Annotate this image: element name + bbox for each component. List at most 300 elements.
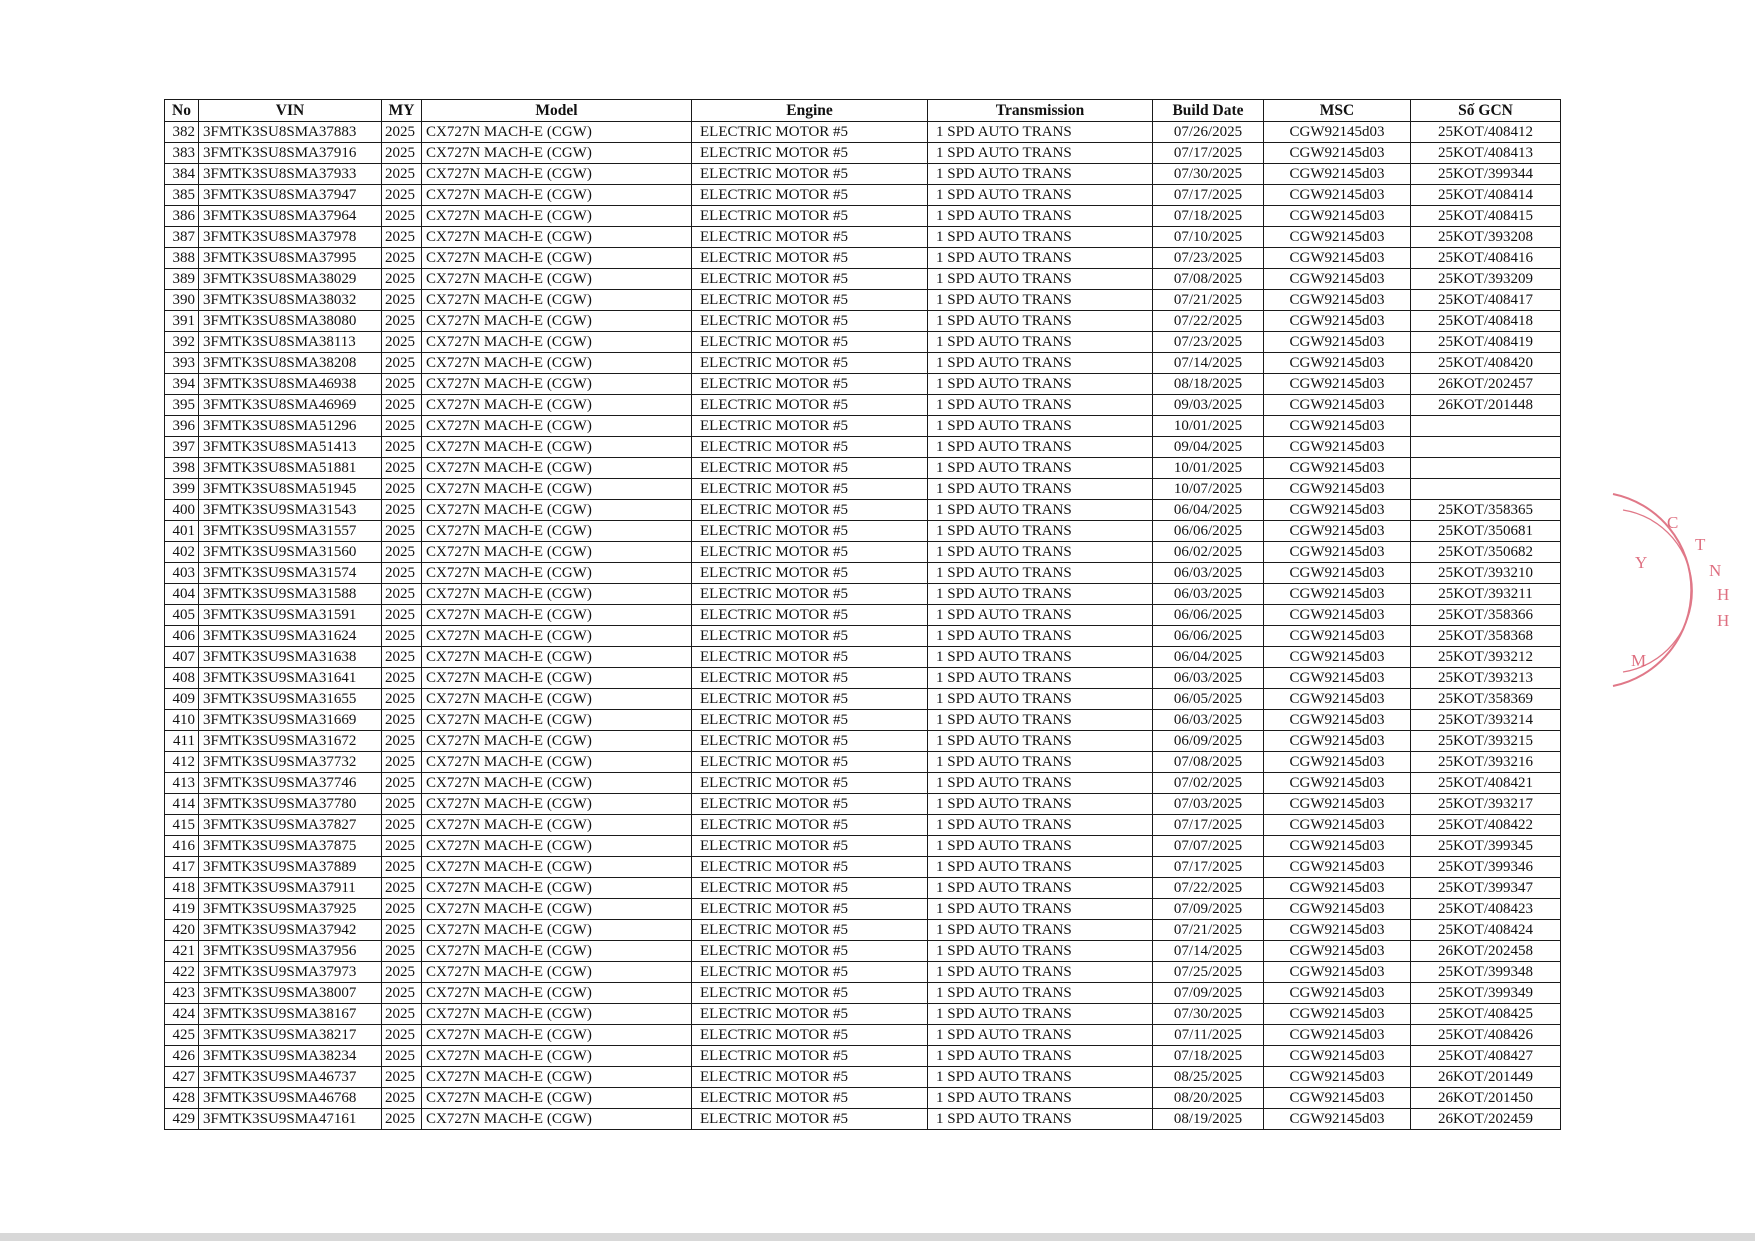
cell-msc: CGW92145d03 xyxy=(1264,1004,1411,1025)
cell-transmission: 1 SPD AUTO TRANS xyxy=(928,374,1153,395)
cell-msc: CGW92145d03 xyxy=(1264,500,1411,521)
cell-no: 401 xyxy=(165,521,199,542)
cell-msc: CGW92145d03 xyxy=(1264,458,1411,479)
header-so-gcn: Số GCN xyxy=(1411,100,1561,122)
cell-msc: CGW92145d03 xyxy=(1264,983,1411,1004)
cell-my: 2025 xyxy=(382,374,422,395)
cell-msc: CGW92145d03 xyxy=(1264,416,1411,437)
cell-model: CX727N MACH-E (CGW) xyxy=(422,647,692,668)
cell-no: 420 xyxy=(165,920,199,941)
cell-build-date: 06/05/2025 xyxy=(1153,689,1264,710)
cell-build-date: 07/22/2025 xyxy=(1153,878,1264,899)
cell-model: CX727N MACH-E (CGW) xyxy=(422,269,692,290)
table-row xyxy=(165,899,1561,920)
cell-so-gcn: 25KOT/408420 xyxy=(1411,353,1561,374)
table-row xyxy=(165,479,1561,500)
cell-no: 387 xyxy=(165,227,199,248)
cell-build-date: 07/30/2025 xyxy=(1153,164,1264,185)
header-model: Model xyxy=(422,100,692,122)
cell-engine: ELECTRIC MOTOR #5 xyxy=(692,122,928,143)
cell-msc: CGW92145d03 xyxy=(1264,815,1411,836)
cell-engine: ELECTRIC MOTOR #5 xyxy=(692,1088,928,1109)
cell-model: CX727N MACH-E (CGW) xyxy=(422,1109,692,1130)
cell-transmission: 1 SPD AUTO TRANS xyxy=(928,479,1153,500)
cell-model: CX727N MACH-E (CGW) xyxy=(422,584,692,605)
cell-vin: 3FMTK3SU8SMA51296 xyxy=(199,416,382,437)
cell-engine: ELECTRIC MOTOR #5 xyxy=(692,311,928,332)
cell-transmission: 1 SPD AUTO TRANS xyxy=(928,122,1153,143)
cell-my: 2025 xyxy=(382,878,422,899)
cell-model: CX727N MACH-E (CGW) xyxy=(422,563,692,584)
cell-transmission: 1 SPD AUTO TRANS xyxy=(928,542,1153,563)
cell-vin: 3FMTK3SU9SMA37827 xyxy=(199,815,382,836)
cell-so-gcn xyxy=(1411,416,1561,437)
cell-so-gcn: 25KOT/393217 xyxy=(1411,794,1561,815)
cell-vin: 3FMTK3SU8SMA38080 xyxy=(199,311,382,332)
cell-transmission: 1 SPD AUTO TRANS xyxy=(928,164,1153,185)
cell-model: CX727N MACH-E (CGW) xyxy=(422,395,692,416)
cell-engine: ELECTRIC MOTOR #5 xyxy=(692,353,928,374)
cell-my: 2025 xyxy=(382,290,422,311)
cell-build-date: 06/03/2025 xyxy=(1153,668,1264,689)
cell-my: 2025 xyxy=(382,479,422,500)
cell-vin: 3FMTK3SU8SMA37883 xyxy=(199,122,382,143)
seal-stamp-icon xyxy=(1605,488,1755,698)
cell-my: 2025 xyxy=(382,521,422,542)
cell-vin: 3FMTK3SU9SMA31655 xyxy=(199,689,382,710)
cell-my: 2025 xyxy=(382,458,422,479)
cell-engine: ELECTRIC MOTOR #5 xyxy=(692,605,928,626)
cell-build-date: 06/03/2025 xyxy=(1153,563,1264,584)
cell-vin: 3FMTK3SU9SMA37889 xyxy=(199,857,382,878)
cell-model: CX727N MACH-E (CGW) xyxy=(422,227,692,248)
cell-build-date: 06/04/2025 xyxy=(1153,500,1264,521)
cell-so-gcn: 25KOT/399349 xyxy=(1411,983,1561,1004)
cell-transmission: 1 SPD AUTO TRANS xyxy=(928,1067,1153,1088)
cell-no: 403 xyxy=(165,563,199,584)
vehicle-list-table xyxy=(164,99,1561,1130)
cell-no: 388 xyxy=(165,248,199,269)
cell-so-gcn: 26KOT/201450 xyxy=(1411,1088,1561,1109)
cell-engine: ELECTRIC MOTOR #5 xyxy=(692,710,928,731)
cell-so-gcn: 25KOT/399345 xyxy=(1411,836,1561,857)
cell-msc: CGW92145d03 xyxy=(1264,227,1411,248)
cell-no: 400 xyxy=(165,500,199,521)
cell-build-date: 08/25/2025 xyxy=(1153,1067,1264,1088)
cell-msc: CGW92145d03 xyxy=(1264,311,1411,332)
cell-msc: CGW92145d03 xyxy=(1264,1067,1411,1088)
cell-model: CX727N MACH-E (CGW) xyxy=(422,920,692,941)
cell-so-gcn: 25KOT/408418 xyxy=(1411,311,1561,332)
header-build-date: Build Date xyxy=(1153,100,1264,122)
cell-build-date: 07/23/2025 xyxy=(1153,332,1264,353)
cell-msc: CGW92145d03 xyxy=(1264,164,1411,185)
cell-so-gcn: 25KOT/408424 xyxy=(1411,920,1561,941)
cell-my: 2025 xyxy=(382,668,422,689)
cell-engine: ELECTRIC MOTOR #5 xyxy=(692,500,928,521)
table-row xyxy=(165,248,1561,269)
cell-model: CX727N MACH-E (CGW) xyxy=(422,815,692,836)
cell-build-date: 08/18/2025 xyxy=(1153,374,1264,395)
header-row xyxy=(165,100,1561,122)
cell-build-date: 07/09/2025 xyxy=(1153,899,1264,920)
cell-vin: 3FMTK3SU9SMA31574 xyxy=(199,563,382,584)
cell-build-date: 06/09/2025 xyxy=(1153,731,1264,752)
cell-no: 404 xyxy=(165,584,199,605)
cell-my: 2025 xyxy=(382,248,422,269)
cell-transmission: 1 SPD AUTO TRANS xyxy=(928,605,1153,626)
cell-msc: CGW92145d03 xyxy=(1264,752,1411,773)
cell-msc: CGW92145d03 xyxy=(1264,920,1411,941)
cell-no: 413 xyxy=(165,773,199,794)
cell-vin: 3FMTK3SU9SMA31641 xyxy=(199,668,382,689)
cell-msc: CGW92145d03 xyxy=(1264,836,1411,857)
cell-engine: ELECTRIC MOTOR #5 xyxy=(692,731,928,752)
cell-transmission: 1 SPD AUTO TRANS xyxy=(928,689,1153,710)
cell-so-gcn: 25KOT/399347 xyxy=(1411,878,1561,899)
cell-my: 2025 xyxy=(382,332,422,353)
cell-so-gcn: 25KOT/393210 xyxy=(1411,563,1561,584)
cell-engine: ELECTRIC MOTOR #5 xyxy=(692,542,928,563)
cell-no: 428 xyxy=(165,1088,199,1109)
cell-build-date: 07/18/2025 xyxy=(1153,206,1264,227)
cell-my: 2025 xyxy=(382,1088,422,1109)
cell-build-date: 07/30/2025 xyxy=(1153,1004,1264,1025)
cell-no: 412 xyxy=(165,752,199,773)
cell-transmission: 1 SPD AUTO TRANS xyxy=(928,668,1153,689)
table-row xyxy=(165,143,1561,164)
cell-model: CX727N MACH-E (CGW) xyxy=(422,1046,692,1067)
cell-engine: ELECTRIC MOTOR #5 xyxy=(692,1067,928,1088)
table-row xyxy=(165,836,1561,857)
cell-my: 2025 xyxy=(382,920,422,941)
table-row xyxy=(165,668,1561,689)
cell-transmission: 1 SPD AUTO TRANS xyxy=(928,185,1153,206)
table-row xyxy=(165,290,1561,311)
cell-so-gcn: 25KOT/393215 xyxy=(1411,731,1561,752)
cell-transmission: 1 SPD AUTO TRANS xyxy=(928,521,1153,542)
cell-vin: 3FMTK3SU9SMA46768 xyxy=(199,1088,382,1109)
cell-no: 396 xyxy=(165,416,199,437)
cell-no: 395 xyxy=(165,395,199,416)
cell-no: 407 xyxy=(165,647,199,668)
cell-transmission: 1 SPD AUTO TRANS xyxy=(928,437,1153,458)
cell-my: 2025 xyxy=(382,311,422,332)
cell-build-date: 07/21/2025 xyxy=(1153,290,1264,311)
cell-vin: 3FMTK3SU9SMA31672 xyxy=(199,731,382,752)
cell-my: 2025 xyxy=(382,1025,422,1046)
cell-transmission: 1 SPD AUTO TRANS xyxy=(928,857,1153,878)
cell-msc: CGW92145d03 xyxy=(1264,1088,1411,1109)
cell-no: 411 xyxy=(165,731,199,752)
cell-my: 2025 xyxy=(382,731,422,752)
cell-transmission: 1 SPD AUTO TRANS xyxy=(928,206,1153,227)
cell-model: CX727N MACH-E (CGW) xyxy=(422,983,692,1004)
cell-engine: ELECTRIC MOTOR #5 xyxy=(692,668,928,689)
cell-no: 399 xyxy=(165,479,199,500)
cell-engine: ELECTRIC MOTOR #5 xyxy=(692,584,928,605)
cell-transmission: 1 SPD AUTO TRANS xyxy=(928,332,1153,353)
table-row xyxy=(165,1088,1561,1109)
cell-so-gcn: 25KOT/408415 xyxy=(1411,206,1561,227)
cell-so-gcn: 26KOT/201448 xyxy=(1411,395,1561,416)
cell-transmission: 1 SPD AUTO TRANS xyxy=(928,731,1153,752)
cell-vin: 3FMTK3SU8SMA38029 xyxy=(199,269,382,290)
cell-build-date: 09/03/2025 xyxy=(1153,395,1264,416)
cell-vin: 3FMTK3SU9SMA37973 xyxy=(199,962,382,983)
cell-transmission: 1 SPD AUTO TRANS xyxy=(928,1025,1153,1046)
cell-build-date: 10/07/2025 xyxy=(1153,479,1264,500)
cell-model: CX727N MACH-E (CGW) xyxy=(422,773,692,794)
cell-no: 397 xyxy=(165,437,199,458)
cell-my: 2025 xyxy=(382,647,422,668)
table-row xyxy=(165,815,1561,836)
table-row xyxy=(165,122,1561,143)
cell-build-date: 07/17/2025 xyxy=(1153,143,1264,164)
cell-engine: ELECTRIC MOTOR #5 xyxy=(692,206,928,227)
table-row xyxy=(165,374,1561,395)
cell-msc: CGW92145d03 xyxy=(1264,143,1411,164)
cell-so-gcn: 25KOT/350682 xyxy=(1411,542,1561,563)
cell-vin: 3FMTK3SU9SMA31560 xyxy=(199,542,382,563)
cell-engine: ELECTRIC MOTOR #5 xyxy=(692,227,928,248)
cell-msc: CGW92145d03 xyxy=(1264,584,1411,605)
cell-transmission: 1 SPD AUTO TRANS xyxy=(928,563,1153,584)
cell-model: CX727N MACH-E (CGW) xyxy=(422,248,692,269)
cell-build-date: 06/06/2025 xyxy=(1153,605,1264,626)
cell-transmission: 1 SPD AUTO TRANS xyxy=(928,626,1153,647)
cell-model: CX727N MACH-E (CGW) xyxy=(422,143,692,164)
cell-so-gcn: 25KOT/408426 xyxy=(1411,1025,1561,1046)
table-row xyxy=(165,1025,1561,1046)
cell-build-date: 09/04/2025 xyxy=(1153,437,1264,458)
cell-model: CX727N MACH-E (CGW) xyxy=(422,794,692,815)
cell-engine: ELECTRIC MOTOR #5 xyxy=(692,374,928,395)
cell-vin: 3FMTK3SU8SMA38208 xyxy=(199,353,382,374)
table-body xyxy=(165,122,1561,1130)
table-row xyxy=(165,500,1561,521)
cell-msc: CGW92145d03 xyxy=(1264,521,1411,542)
table-row xyxy=(165,437,1561,458)
cell-so-gcn: 26KOT/202458 xyxy=(1411,941,1561,962)
cell-model: CX727N MACH-E (CGW) xyxy=(422,311,692,332)
cell-build-date: 07/18/2025 xyxy=(1153,1046,1264,1067)
cell-vin: 3FMTK3SU8SMA46969 xyxy=(199,395,382,416)
cell-my: 2025 xyxy=(382,416,422,437)
cell-msc: CGW92145d03 xyxy=(1264,626,1411,647)
cell-so-gcn: 25KOT/393209 xyxy=(1411,269,1561,290)
cell-build-date: 08/19/2025 xyxy=(1153,1109,1264,1130)
cell-no: 402 xyxy=(165,542,199,563)
cell-so-gcn: 25KOT/408422 xyxy=(1411,815,1561,836)
cell-engine: ELECTRIC MOTOR #5 xyxy=(692,269,928,290)
cell-build-date: 08/20/2025 xyxy=(1153,1088,1264,1109)
cell-build-date: 07/08/2025 xyxy=(1153,269,1264,290)
cell-msc: CGW92145d03 xyxy=(1264,206,1411,227)
cell-my: 2025 xyxy=(382,143,422,164)
cell-no: 408 xyxy=(165,668,199,689)
cell-engine: ELECTRIC MOTOR #5 xyxy=(692,647,928,668)
cell-msc: CGW92145d03 xyxy=(1264,710,1411,731)
cell-model: CX727N MACH-E (CGW) xyxy=(422,374,692,395)
cell-model: CX727N MACH-E (CGW) xyxy=(422,437,692,458)
cell-no: 418 xyxy=(165,878,199,899)
cell-no: 423 xyxy=(165,983,199,1004)
cell-transmission: 1 SPD AUTO TRANS xyxy=(928,1088,1153,1109)
cell-no: 427 xyxy=(165,1067,199,1088)
cell-my: 2025 xyxy=(382,584,422,605)
cell-no: 421 xyxy=(165,941,199,962)
cell-no: 410 xyxy=(165,710,199,731)
cell-build-date: 07/23/2025 xyxy=(1153,248,1264,269)
table-row xyxy=(165,206,1561,227)
cell-engine: ELECTRIC MOTOR #5 xyxy=(692,143,928,164)
cell-no: 393 xyxy=(165,353,199,374)
cell-so-gcn: 25KOT/393213 xyxy=(1411,668,1561,689)
cell-transmission: 1 SPD AUTO TRANS xyxy=(928,269,1153,290)
cell-no: 394 xyxy=(165,374,199,395)
cell-no: 414 xyxy=(165,794,199,815)
page-bottom-edge xyxy=(0,1233,1755,1241)
cell-my: 2025 xyxy=(382,983,422,1004)
cell-vin: 3FMTK3SU8SMA37947 xyxy=(199,185,382,206)
cell-engine: ELECTRIC MOTOR #5 xyxy=(692,941,928,962)
table-row xyxy=(165,563,1561,584)
cell-my: 2025 xyxy=(382,269,422,290)
cell-no: 425 xyxy=(165,1025,199,1046)
cell-model: CX727N MACH-E (CGW) xyxy=(422,542,692,563)
cell-no: 415 xyxy=(165,815,199,836)
cell-so-gcn: 25KOT/358365 xyxy=(1411,500,1561,521)
cell-msc: CGW92145d03 xyxy=(1264,647,1411,668)
cell-engine: ELECTRIC MOTOR #5 xyxy=(692,962,928,983)
cell-model: CX727N MACH-E (CGW) xyxy=(422,290,692,311)
cell-engine: ELECTRIC MOTOR #5 xyxy=(692,416,928,437)
cell-so-gcn: 25KOT/408417 xyxy=(1411,290,1561,311)
cell-model: CX727N MACH-E (CGW) xyxy=(422,878,692,899)
cell-no: 406 xyxy=(165,626,199,647)
table-row xyxy=(165,773,1561,794)
header-my: MY xyxy=(382,100,422,122)
stamp-letter: H xyxy=(1717,585,1730,604)
table-row xyxy=(165,731,1561,752)
table-row xyxy=(165,521,1561,542)
cell-msc: CGW92145d03 xyxy=(1264,1025,1411,1046)
cell-vin: 3FMTK3SU9SMA37746 xyxy=(199,773,382,794)
cell-so-gcn: 25KOT/408419 xyxy=(1411,332,1561,353)
cell-msc: CGW92145d03 xyxy=(1264,899,1411,920)
table-row xyxy=(165,983,1561,1004)
cell-model: CX727N MACH-E (CGW) xyxy=(422,962,692,983)
header-no: No xyxy=(165,100,199,122)
cell-build-date: 07/10/2025 xyxy=(1153,227,1264,248)
table-row xyxy=(165,941,1561,962)
cell-my: 2025 xyxy=(382,941,422,962)
cell-vin: 3FMTK3SU9SMA37911 xyxy=(199,878,382,899)
cell-transmission: 1 SPD AUTO TRANS xyxy=(928,794,1153,815)
cell-my: 2025 xyxy=(382,962,422,983)
table-row xyxy=(165,710,1561,731)
cell-msc: CGW92145d03 xyxy=(1264,689,1411,710)
table-row xyxy=(165,626,1561,647)
cell-so-gcn: 25KOT/399348 xyxy=(1411,962,1561,983)
table-row xyxy=(165,353,1561,374)
cell-no: 419 xyxy=(165,899,199,920)
cell-msc: CGW92145d03 xyxy=(1264,248,1411,269)
cell-vin: 3FMTK3SU9SMA37780 xyxy=(199,794,382,815)
cell-model: CX727N MACH-E (CGW) xyxy=(422,689,692,710)
cell-model: CX727N MACH-E (CGW) xyxy=(422,164,692,185)
cell-msc: CGW92145d03 xyxy=(1264,479,1411,500)
cell-build-date: 07/17/2025 xyxy=(1153,815,1264,836)
cell-no: 417 xyxy=(165,857,199,878)
cell-vin: 3FMTK3SU8SMA51881 xyxy=(199,458,382,479)
cell-engine: ELECTRIC MOTOR #5 xyxy=(692,248,928,269)
cell-msc: CGW92145d03 xyxy=(1264,353,1411,374)
cell-transmission: 1 SPD AUTO TRANS xyxy=(928,500,1153,521)
cell-my: 2025 xyxy=(382,1004,422,1025)
cell-msc: CGW92145d03 xyxy=(1264,332,1411,353)
cell-engine: ELECTRIC MOTOR #5 xyxy=(692,521,928,542)
cell-model: CX727N MACH-E (CGW) xyxy=(422,857,692,878)
cell-model: CX727N MACH-E (CGW) xyxy=(422,668,692,689)
cell-build-date: 06/06/2025 xyxy=(1153,521,1264,542)
cell-build-date: 06/06/2025 xyxy=(1153,626,1264,647)
cell-vin: 3FMTK3SU8SMA37964 xyxy=(199,206,382,227)
cell-transmission: 1 SPD AUTO TRANS xyxy=(928,1109,1153,1130)
cell-model: CX727N MACH-E (CGW) xyxy=(422,1088,692,1109)
cell-engine: ELECTRIC MOTOR #5 xyxy=(692,899,928,920)
cell-engine: ELECTRIC MOTOR #5 xyxy=(692,437,928,458)
cell-so-gcn: 25KOT/408423 xyxy=(1411,899,1561,920)
cell-vin: 3FMTK3SU9SMA31669 xyxy=(199,710,382,731)
cell-vin: 3FMTK3SU9SMA37732 xyxy=(199,752,382,773)
cell-so-gcn: 25KOT/408414 xyxy=(1411,185,1561,206)
table-row xyxy=(165,794,1561,815)
cell-build-date: 07/11/2025 xyxy=(1153,1025,1264,1046)
stamp-letter: M xyxy=(1631,651,1647,670)
cell-engine: ELECTRIC MOTOR #5 xyxy=(692,1004,928,1025)
cell-model: CX727N MACH-E (CGW) xyxy=(422,122,692,143)
cell-model: CX727N MACH-E (CGW) xyxy=(422,899,692,920)
cell-engine: ELECTRIC MOTOR #5 xyxy=(692,626,928,647)
cell-so-gcn: 25KOT/408427 xyxy=(1411,1046,1561,1067)
cell-my: 2025 xyxy=(382,1067,422,1088)
cell-engine: ELECTRIC MOTOR #5 xyxy=(692,290,928,311)
cell-msc: CGW92145d03 xyxy=(1264,668,1411,689)
cell-engine: ELECTRIC MOTOR #5 xyxy=(692,479,928,500)
cell-build-date: 06/02/2025 xyxy=(1153,542,1264,563)
cell-model: CX727N MACH-E (CGW) xyxy=(422,941,692,962)
cell-my: 2025 xyxy=(382,185,422,206)
cell-engine: ELECTRIC MOTOR #5 xyxy=(692,794,928,815)
table-row xyxy=(165,311,1561,332)
cell-my: 2025 xyxy=(382,710,422,731)
cell-vin: 3FMTK3SU9SMA31543 xyxy=(199,500,382,521)
cell-model: CX727N MACH-E (CGW) xyxy=(422,1025,692,1046)
cell-msc: CGW92145d03 xyxy=(1264,185,1411,206)
cell-so-gcn: 25KOT/393211 xyxy=(1411,584,1561,605)
cell-my: 2025 xyxy=(382,164,422,185)
table-row xyxy=(165,584,1561,605)
cell-so-gcn: 25KOT/408421 xyxy=(1411,773,1561,794)
cell-model: CX727N MACH-E (CGW) xyxy=(422,458,692,479)
cell-so-gcn: 25KOT/408416 xyxy=(1411,248,1561,269)
table-row xyxy=(165,605,1561,626)
cell-so-gcn: 25KOT/399344 xyxy=(1411,164,1561,185)
cell-model: CX727N MACH-E (CGW) xyxy=(422,332,692,353)
cell-msc: CGW92145d03 xyxy=(1264,563,1411,584)
